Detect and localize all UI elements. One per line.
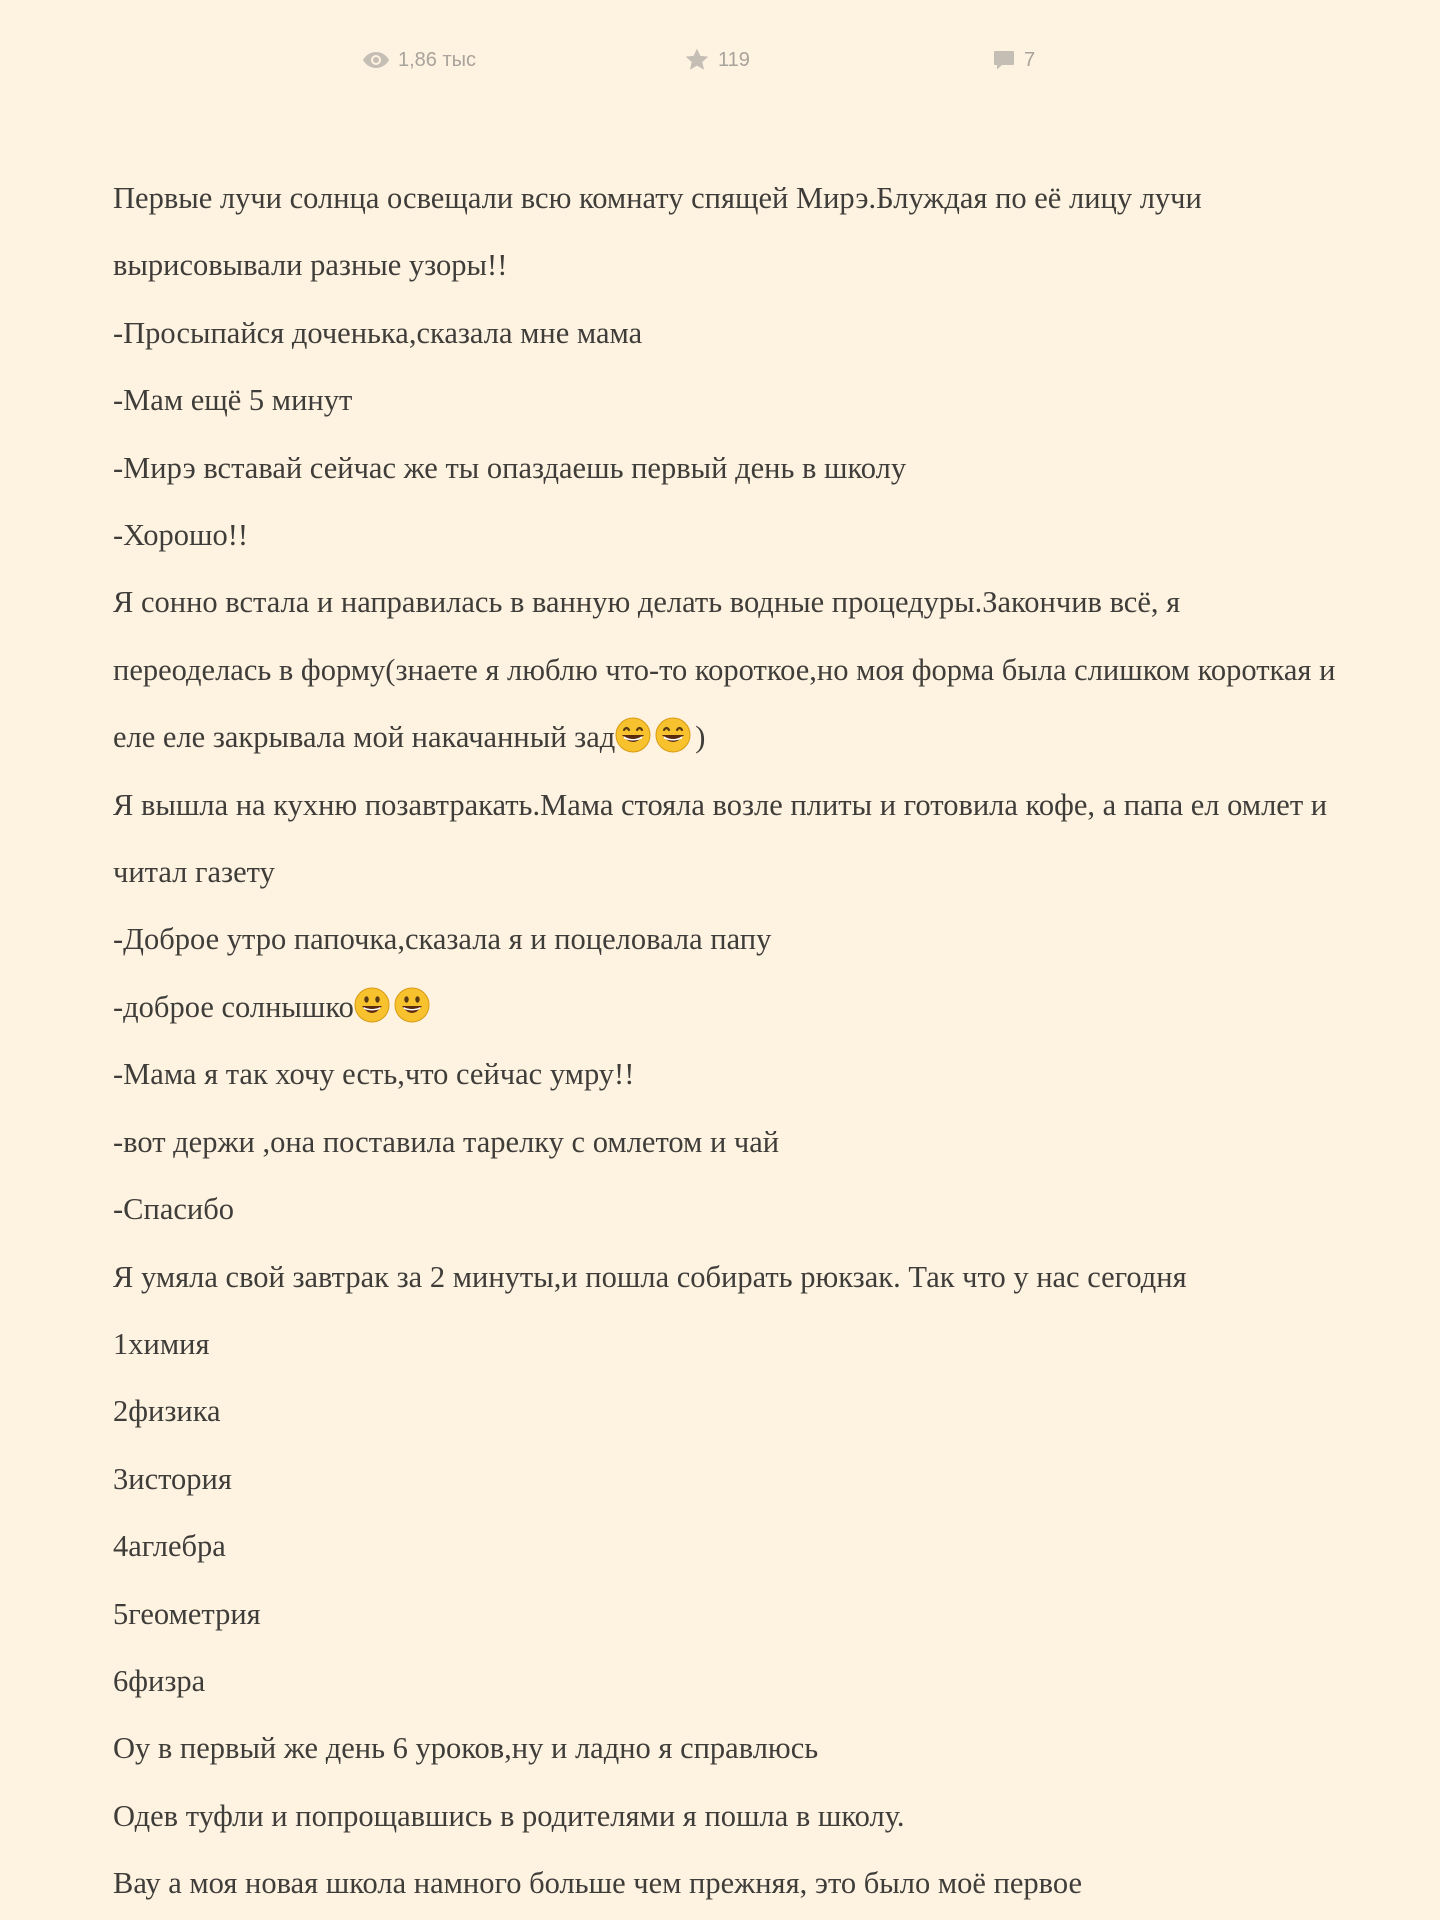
votes-stat [684, 44, 750, 76]
grinning-face-emoji-icon [655, 720, 695, 754]
story-paragraph: -Доброе утро папочка,сказала я и поцеловала папу [113, 922, 772, 957]
story-paragraph: 6физра [113, 1663, 206, 1698]
story-stats-bar [0, 44, 1440, 76]
comments-stat [992, 44, 1035, 76]
comments-count: 7 [1024, 48, 1036, 71]
story-paragraph: -Мам ещё 5 минут [113, 383, 353, 418]
story-paragraph: Я вышла на кухню позавтракать.Мама стояла возле плиты и готовила кофе, а папа ел омлет и читал газету [113, 787, 1328, 890]
story-paragraph: -Мама я так хочу есть,что сейчас умру!! [113, 1057, 635, 1092]
story-paragraph: -Хорошо!! [113, 518, 249, 553]
story-paragraph: Оу в первый же день 6 уроков,ну и ладно я справлюсь [113, 1731, 819, 1766]
smiling-face-emoji-icon [354, 990, 394, 1024]
story-paragraph: Вау а моя новая школа намного больше чем прежняя, это было моё первое [113, 1866, 1083, 1901]
paragraph-text: Я сонно встала и направилась в ванную делать водные процедуры.Закончив всё, я переоделась в форму(знаете я люблю что-то короткое,но моя форма была слишком короткая и еле еле закрывала мой накачанный зад [113, 585, 1336, 755]
views-stat [362, 44, 476, 76]
story-paragraph [113, 569, 1343, 771]
story-paragraph: Я умяла свой завтрак за 2 минуты,и пошла собирать рюкзак. Так что у нас сегодня [113, 1259, 1187, 1294]
story-paragraph: 4аглебра [113, 1529, 226, 1564]
votes-count: 119 [718, 48, 750, 71]
story-paragraph: -Мирэ вставай сейчас же ты опаздаешь первый день в школу [113, 450, 907, 485]
story-paragraph: Первые лучи солнца освещали всю комнату спящей Мирэ.Блуждая по её лицу лучи вырисовывали разные узоры!! [113, 181, 1202, 283]
paragraph-text: -доброе солнышко [113, 989, 354, 1024]
story-paragraph: Одев туфли и попрощавшись в родителями я пошла в школу. [113, 1798, 905, 1833]
eye-icon [362, 50, 390, 70]
story-paragraph: 1химия [113, 1326, 210, 1361]
paragraph-tail: ) [695, 720, 706, 755]
story-paragraph: 3история [113, 1461, 232, 1496]
views-count: 1,86 тыс [398, 48, 477, 71]
story-paragraph: -Спасибо [113, 1192, 234, 1227]
story-text [113, 165, 1343, 1918]
star-icon [684, 47, 710, 73]
story-paragraph: 2физика [113, 1394, 221, 1429]
smiling-face-emoji-icon [394, 990, 434, 1024]
story-paragraph [113, 974, 1343, 1041]
story-paragraph: -вот держи ,она поставила тарелку с омлетом и чай [113, 1124, 780, 1159]
story-paragraph: 5геометрия [113, 1596, 261, 1631]
comment-icon [992, 48, 1016, 72]
grinning-face-emoji-icon [615, 720, 655, 754]
story-paragraph: -Просыпайся доченька,сказала мне мама [113, 315, 643, 350]
